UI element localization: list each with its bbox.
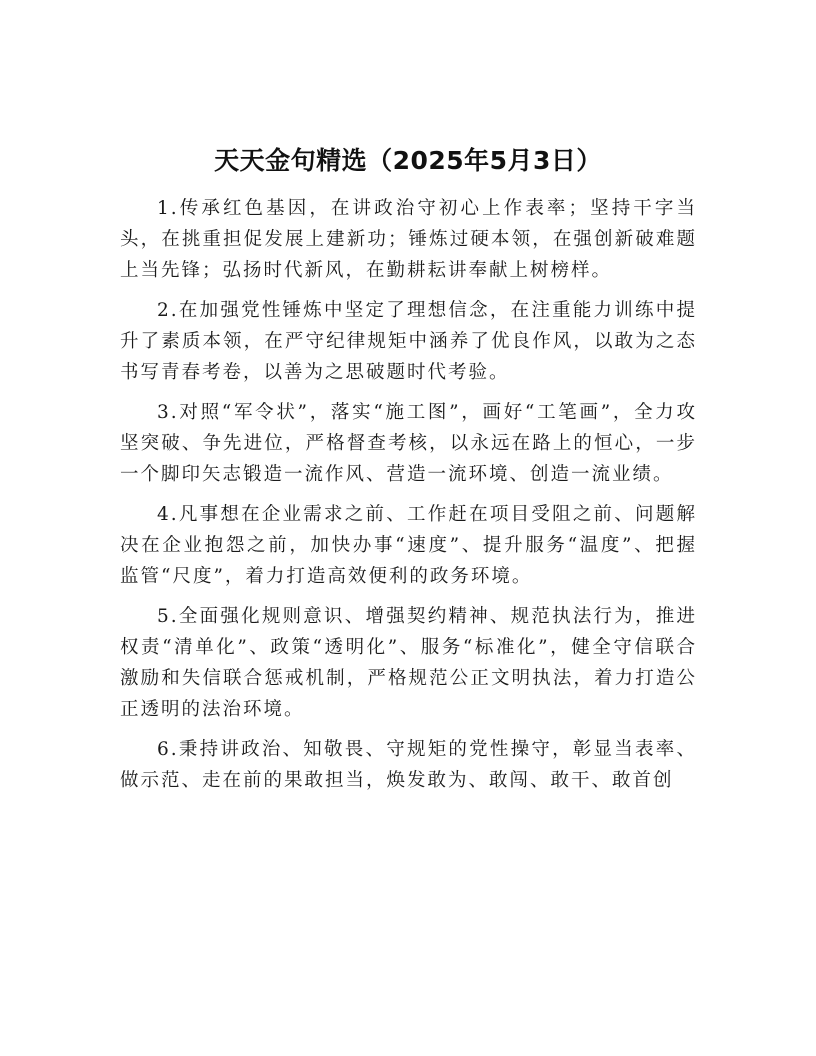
paragraph-4: 4.凡事想在企业需求之前、工作赶在项目受阻之前、问题解决在企业抱怨之前，加快办事“速度”、提升服务“温度”、把握监管“尺度”，着力打造高效便利的政务环境。 bbox=[120, 504, 697, 587]
paragraph-6: 6.秉持讲政治、知敬畏、守规矩的党性操守，彰显当表率、做示范、走在前的果敢担当，焕发敢为、敢闯、敢干、敢首创 bbox=[120, 739, 697, 791]
document-body bbox=[120, 193, 697, 805]
paragraph-5: 5.全面强化规则意识、增强契约精神、规范执法行为，推进权责“清单化”、政策“透明化”、服务“标准化”，健全守信联合激励和失信联合惩戒机制，严格规范公正文明执法，着力打造公正透明的法治环境。 bbox=[120, 606, 697, 720]
paragraph-3: 3.对照“军令状”，落实“施工图”，画好“工笔画”，全力攻坚突破、争先进位，严格督查考核，以永远在路上的恒心，一步一个脚印矢志锻造一流作风、营造一流环境、创造一流业绩。 bbox=[120, 402, 697, 485]
document-title: 天天金句精选（2025年5月3日） bbox=[214, 146, 602, 175]
paragraph-2: 2.在加强党性锤炼中坚定了理想信念，在注重能力训练中提升了素质本领，在严守纪律规矩中涵养了优良作风，以敢为之态书写青春考卷，以善为之思破题时代考验。 bbox=[120, 300, 697, 383]
paragraph-1: 1.传承红色基因，在讲政治守初心上作表率；坚持干字当头，在挑重担促发展上建新功；锤炼过硬本领，在强创新破难题上当先锋；弘扬时代新风，在勤耕耘讲奉献上树榜样。 bbox=[120, 198, 697, 281]
